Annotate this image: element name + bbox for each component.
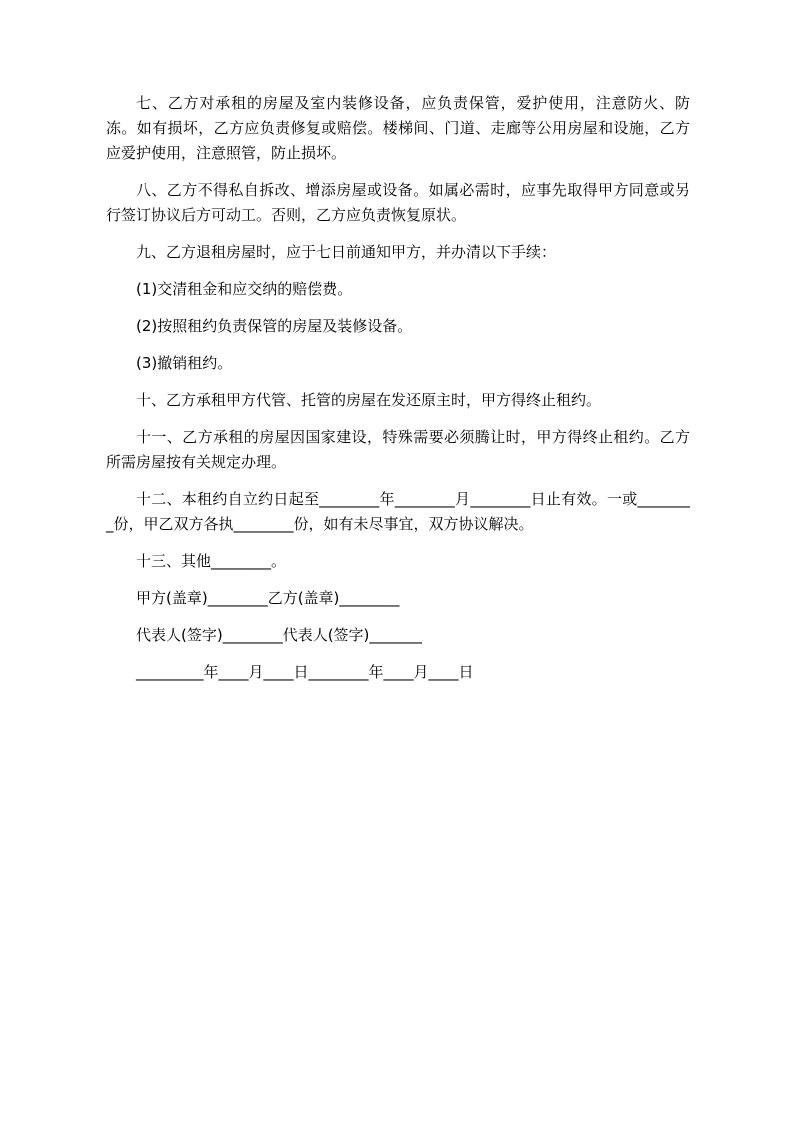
clause-11: 十一、乙方承租的房屋因国家建设，特殊需要必须腾让时，甲方得终止租约。乙方所需房屋按有关规定办理。 bbox=[106, 428, 690, 471]
clause-7: 七、乙方对承租的房屋及室内装修设备，应负责保管，爱护使用，注意防火、防冻。如有损坏，乙方应负责修复或赔偿。楼梯间、门道、走廊等公用房屋和设施，乙方应爱护使用，注意照管，防止损坏。 bbox=[106, 94, 690, 162]
clause-9-item-2: (2)按照租约负责保管的房屋及装修设备。 bbox=[136, 317, 413, 335]
clause-9: 九、乙方退租房屋时，应于七日前通知甲方，并办清以下手续： bbox=[136, 243, 557, 261]
clause-10: 十、乙方承租甲方代管、托管的房屋在发还原主时，甲方得终止租约。 bbox=[136, 391, 602, 409]
clause-9-item-3: (3)撤销租约。 bbox=[136, 354, 233, 372]
signature-line: 代表人(签字)________代表人(签字)_______ bbox=[136, 626, 422, 644]
clause-12: 十二、本租约自立约日起至________年________月________日止有效。一或________份，甲乙双方各执________份，如有未尽事宜，双方协议解决。 bbox=[106, 490, 690, 533]
contract-body bbox=[106, 91, 690, 697]
seal-line: 甲方(盖章)________乙方(盖章)________ bbox=[136, 589, 400, 607]
clause-13: 十三、其他________。 bbox=[136, 552, 287, 570]
date-line: _________年____月____日________年____月____日 bbox=[136, 663, 474, 681]
clause-8: 八、乙方不得私自拆改、增添房屋或设备。如属必需时，应事先取得甲方同意或另行签订协议后方可动工。否则，乙方应负责恢复原状。 bbox=[106, 181, 690, 224]
clause-9-item-1: (1)交清租金和应交纳的赔偿费。 bbox=[136, 280, 353, 298]
